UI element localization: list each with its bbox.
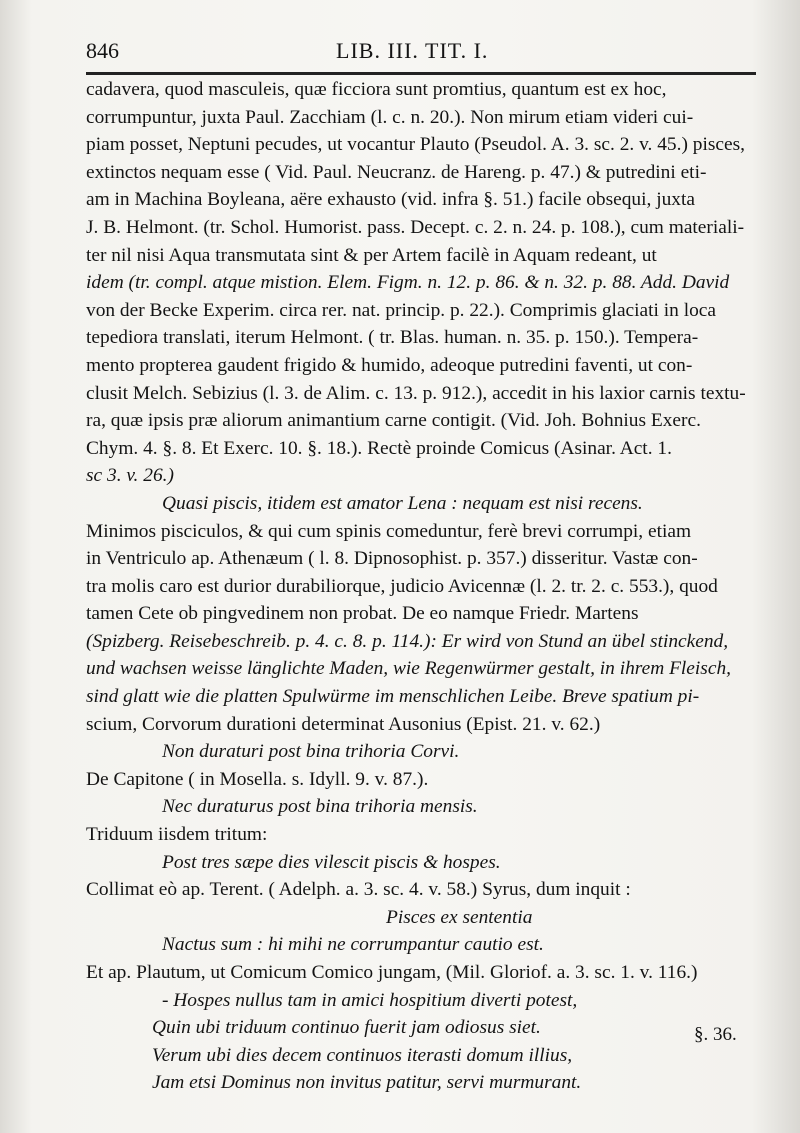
verse-quote: Nactus sum : hi mihi ne corrumpantur cautio est. xyxy=(162,934,544,956)
text-line: sc 3. v. 26.) xyxy=(86,465,174,487)
text-line: extinctos nequam esse ( Vid. Paul. Neucranz. de Hareng. p. 47.) & putredini eti- xyxy=(86,161,707,183)
text-line: clusit Melch. Sebizius (l. 3. de Alim. c. 13. p. 912.), accedit in his laxior carnis textu- xyxy=(86,382,746,404)
text-line: Minimos pisciculos, & qui cum spinis comeduntur, ferè brevi corrumpi, etiam xyxy=(86,520,692,542)
text-line: ter nil nisi Aqua transmutata sint & per Artem facilè in Aquam redeant, ut xyxy=(86,244,657,266)
text-line: cadavera, quod masculeis, quæ ficciora sunt promtius, quantum est ex hoc, xyxy=(86,79,667,100)
text-line: am in Machina Boyleana, aëre exhausto (vid. infra §. 51.) facile obsequi, juxta xyxy=(86,189,695,211)
text-line: Collimat eò ap. Terent. ( Adelph. a. 3. sc. 4. v. 58.) Syrus, dum inquit : xyxy=(86,879,631,901)
text-line: tamen Cete ob pingvedinem non probat. De eo namque Friedr. Martens xyxy=(86,603,639,625)
text-line: tra molis caro est durior durabiliorque, judicio Avicennæ (l. 2. tr. 2. c. 553.), quod xyxy=(86,575,718,597)
running-head: LIB. III. TIT. I. xyxy=(336,38,489,63)
verse-quote: Nec duraturus post bina trihoria mensis. xyxy=(162,796,478,818)
verse-quote: Quin ubi triduum continuo fuerit jam odiosus siet. xyxy=(152,1017,541,1039)
verse-quote: Pisces ex sententia xyxy=(386,906,533,928)
german-quote-line: (Spizberg. Reisebeschreib. p. 4. c. 8. p. 114.): Er wird von Stund an übel stinckend, xyxy=(86,630,729,652)
text-line: mento propterea gaudent frigido & humido, adeoque putredini faventi, ut con- xyxy=(86,354,693,376)
text-line: von der Becke Experim. circa rer. nat. princip. p. 22.). Comprimis glaciati in loca xyxy=(86,299,716,321)
text-line: in Ventriculo ap. Athenæum ( l. 8. Dipnosophist. p. 357.) disseritur. Vastæ con- xyxy=(86,548,698,570)
text-line: scium, Corvorum durationi determinat Ausonius (Epist. 21. v. 62.) xyxy=(86,713,601,735)
text-line: Chym. 4. §. 8. Et Exerc. 10. §. 18.). Rectè proinde Comicus (Asinar. Act. 1. xyxy=(86,437,672,459)
verse-quote: Quasi piscis, itidem est amator Lena : nequam est nisi recens. xyxy=(162,492,643,514)
text-line: piam posset, Neptuni pecudes, ut vocantur Plauto (Pseudol. A. 3. sc. 2. v. 45.) pisces, xyxy=(86,134,746,156)
verse-quote: - Hospes nullus tam in amici hospitium diverti potest, xyxy=(162,989,578,1011)
text-line: De Capitone ( in Mosella. s. Idyll. 9. v. 87.). xyxy=(86,768,429,790)
german-quote-line: sind glatt wie die platten Spulwürme im menschlichen Leibe. Breve spatium pi- xyxy=(86,686,700,708)
text-line: idem (tr. compl. atque mistion. Elem. Figm. n. 12. p. 86. & n. 32. p. 88. Add. David xyxy=(86,272,730,294)
page-number: 846 xyxy=(86,38,119,63)
text-line: tepediora translati, iterum Helmont. ( tr. Blas. human. n. 35. p. 150.). Tempera- xyxy=(86,327,699,349)
text-line: Et ap. Plautum, ut Comicum Comico jungam, (Mil. Gloriof. a. 3. sc. 1. v. 116.) xyxy=(86,962,698,983)
verse-quote: Non duraturi post bina trihoria Corvi. xyxy=(162,741,460,763)
text-line: corrumpuntur, juxta Paul. Zacchiam (l. c. n. 20.). Non mirum etiam videri cui- xyxy=(86,106,694,128)
text-line: Triduum iisdem tritum: xyxy=(86,824,268,846)
verse-quote: Verum ubi dies decem continuos iterasti domum illius, xyxy=(152,1044,573,1066)
verse-quote: Post tres sæpe dies vilescit piscis & hospes. xyxy=(162,851,501,873)
page-header xyxy=(86,36,756,70)
verse-quote: Jam etsi Dominus non invitus patitur, servi murmurant. xyxy=(152,1072,582,1094)
main-text xyxy=(86,76,762,1097)
section-mark: §. 36. xyxy=(694,1024,737,1045)
german-quote-line: und wachsen weisse länglichte Maden, wie Regenwürmer gestalt, in ihrem Fleisch, xyxy=(86,658,731,680)
text-line: J. B. Helmont. (tr. Schol. Humorist. pass. Decept. c. 2. n. 24. p. 108.), cum materiali- xyxy=(86,216,745,238)
header-rule xyxy=(86,72,756,75)
text-line: ra, quæ ipsis præ aliorum animantium carne contigit. (Vid. Joh. Bohnius Exerc. xyxy=(86,410,701,432)
